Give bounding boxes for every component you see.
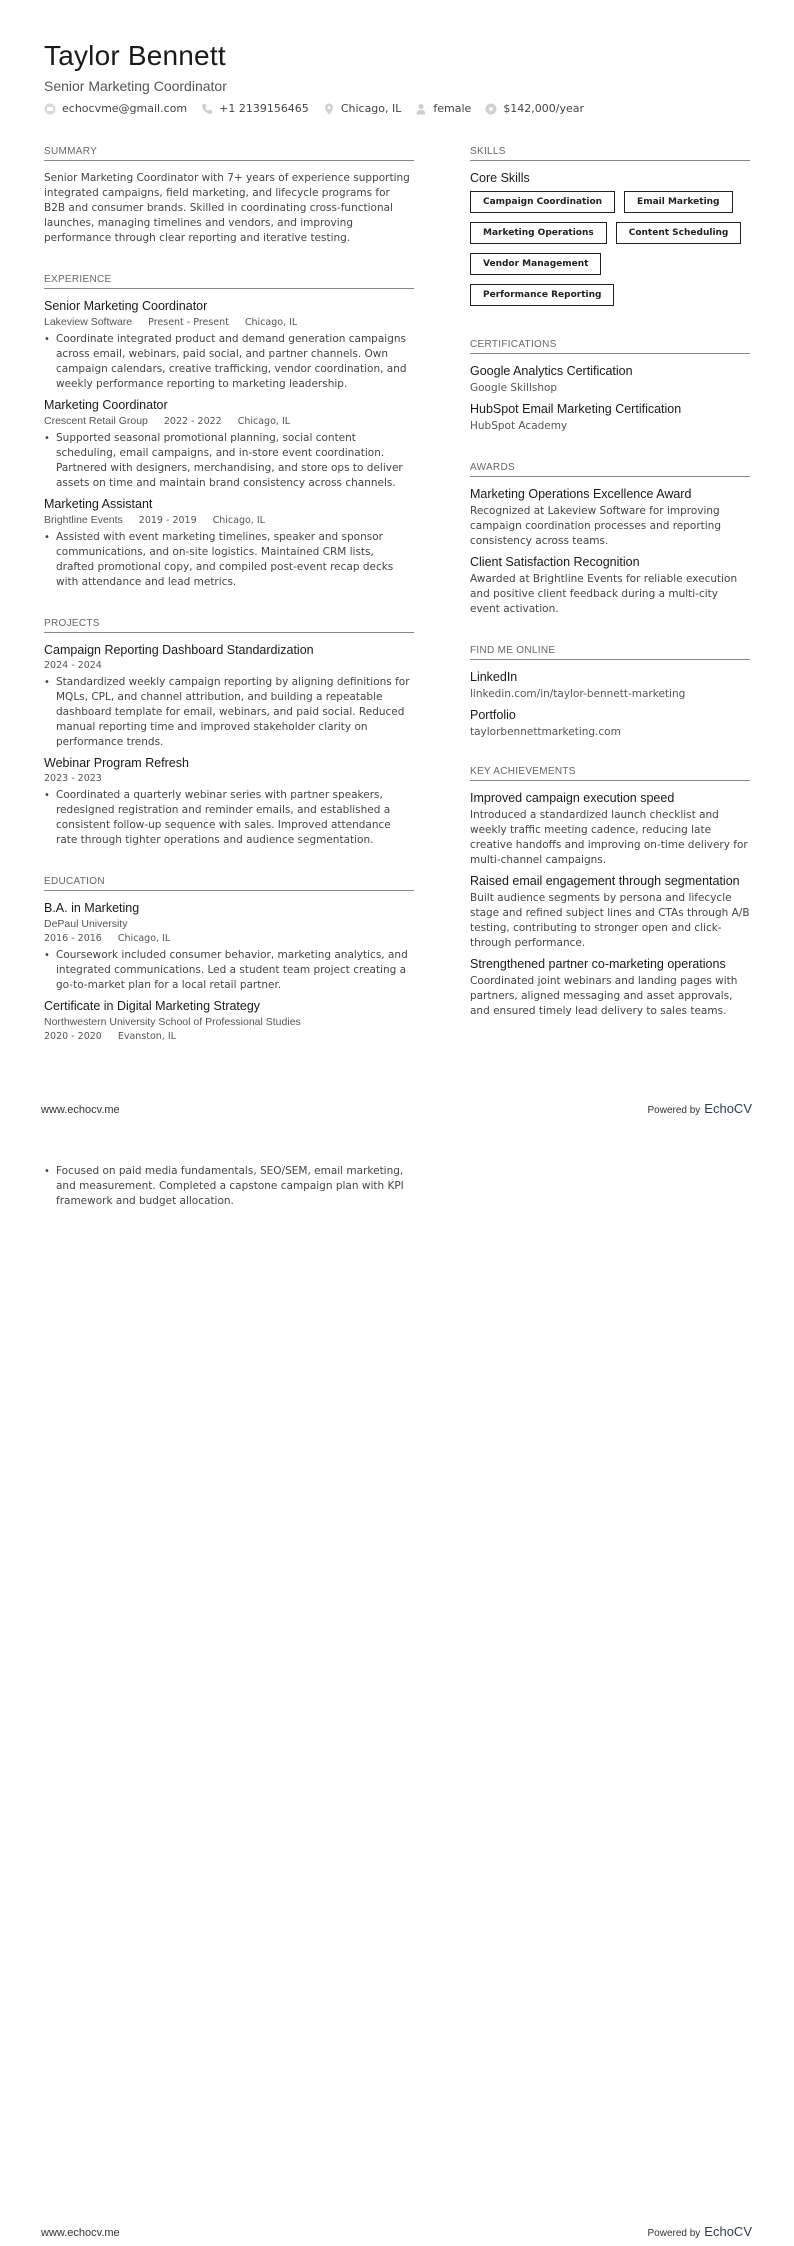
experience-item xyxy=(44,398,414,491)
achievement-desc: Introduced a standardized launch checklist and weekly traffic meeting cadence, reducing late creative handoffs and improving on-time delivery for multi-channel campaigns. xyxy=(470,809,748,866)
project-dates: 2023 - 2023 xyxy=(44,773,102,784)
experience-heading: EXPERIENCE xyxy=(44,274,414,289)
powered-by-text: Powered by xyxy=(647,1105,701,1116)
linkedin-link[interactable]: linkedin.com/in/taylor-bennett-marketing xyxy=(470,688,686,700)
job-company: Brightline Events xyxy=(44,514,123,526)
education-dates: 2016 - 2016 xyxy=(44,933,102,944)
certification-issuer: Google Skillshop xyxy=(470,382,558,394)
skill-tag: Vendor Management xyxy=(470,253,601,275)
school-name: Northwestern University School of Professional Studies xyxy=(44,1016,301,1028)
job-bullet xyxy=(44,530,414,590)
experience-section xyxy=(44,274,414,590)
school-name-row xyxy=(44,1016,414,1028)
job-meta xyxy=(44,316,414,328)
skills-section xyxy=(470,146,750,315)
salary-icon xyxy=(485,103,497,115)
award-name: Client Satisfaction Recognition xyxy=(470,555,640,569)
email-icon xyxy=(44,103,56,115)
awards-heading: AWARDS xyxy=(470,462,750,477)
education-meta xyxy=(44,933,414,944)
left-column xyxy=(44,146,414,1046)
contact-gender xyxy=(415,102,471,115)
contact-salary-text: $142,000/year xyxy=(503,102,585,115)
education-item xyxy=(44,901,414,993)
certification-item xyxy=(470,364,750,394)
education-item xyxy=(44,999,414,1042)
powered-by-text: Powered by xyxy=(647,2228,701,2239)
job-bullet-text: Supported seasonal promotional planning, social content scheduling, email campaigns, and in-store event coordination. Partnered with designers, merchandising, and store ops to deliver assets on time and maintain brand consistency across channels. xyxy=(56,432,403,489)
certification-name: Google Analytics Certification xyxy=(470,364,633,378)
job-title: Marketing Coordinator xyxy=(44,398,168,412)
project-item xyxy=(44,756,414,848)
skill-tag: Marketing Operations xyxy=(470,222,607,244)
achievement-item xyxy=(470,791,750,868)
phone-icon xyxy=(201,103,213,115)
contact-location-text: Chicago, IL xyxy=(340,102,402,115)
achievement-title: Strengthened partner co-marketing operations xyxy=(470,957,726,971)
achievement-title: Improved campaign execution speed xyxy=(470,791,675,805)
footer-powered-by xyxy=(647,2224,752,2239)
contact-email[interactable] xyxy=(44,102,187,115)
job-title: Senior Marketing Coordinator xyxy=(44,299,208,313)
contact-location xyxy=(323,102,402,115)
certification-item xyxy=(470,402,750,432)
award-desc: Awarded at Brightline Events for reliable execution and positive client feedback during a multi-city event activation. xyxy=(470,573,738,615)
skill-tag: Campaign Coordination xyxy=(470,191,615,213)
bullet-dot-icon: • xyxy=(44,1166,50,1177)
school-name-row xyxy=(44,918,414,930)
job-bullet-text: Coordinate integrated product and demand generation campaigns across email, webinars, paid social, and partner channels. Own campaign calendars, creative trafficking, vendor coordination, and weekly performance reporting to marketing leadership. xyxy=(56,333,407,390)
summary-heading: SUMMARY xyxy=(44,146,414,161)
echocv-brand-logo[interactable]: EchoCV xyxy=(704,2224,752,2239)
contact-phone[interactable] xyxy=(201,102,309,115)
skill-tag: Performance Reporting xyxy=(470,284,614,306)
education-dates: 2020 - 2020 xyxy=(44,1031,102,1042)
footer-website-link[interactable]: www.echocv.me xyxy=(41,1104,120,1116)
bullet-dot-icon: • xyxy=(44,950,50,961)
person-icon xyxy=(415,103,427,115)
job-bullet xyxy=(44,332,414,392)
experience-item xyxy=(44,497,414,590)
achievement-title: Raised email engagement through segmentation xyxy=(470,874,740,888)
projects-section xyxy=(44,618,414,848)
job-company: Crescent Retail Group xyxy=(44,415,148,427)
achievement-item xyxy=(470,874,750,951)
education-bullet-text: Focused on paid media fundamentals, SEO/SEM, email marketing, and measurement. Completed a capstone campaign plan with KPI framework and budget allocation. xyxy=(56,1165,404,1207)
job-dates: 2019 - 2019 xyxy=(138,514,197,526)
find-me-section xyxy=(470,645,750,738)
education-bullet xyxy=(44,948,414,993)
education-meta xyxy=(44,1031,414,1042)
bullet-dot-icon: • xyxy=(44,790,50,801)
certification-issuer: HubSpot Academy xyxy=(470,420,568,432)
link-item xyxy=(470,708,750,738)
certification-name: HubSpot Email Marketing Certification xyxy=(470,402,682,416)
find-me-heading: FIND ME ONLINE xyxy=(470,645,750,660)
link-label: LinkedIn xyxy=(470,670,518,684)
projects-heading: PROJECTS xyxy=(44,618,414,633)
award-item xyxy=(470,555,750,617)
project-dates: 2024 - 2024 xyxy=(44,660,102,671)
achievement-desc: Coordinated joint webinars and landing pages with partners, aligned messaging and asset approvals, and ensured timely lead delivery to sales teams. xyxy=(470,975,738,1017)
contact-email-text: echocvme@gmail.com xyxy=(62,102,188,115)
contact-gender-text: female xyxy=(433,102,472,115)
job-bullet xyxy=(44,431,414,491)
awards-section xyxy=(470,462,750,617)
link-item xyxy=(470,670,750,700)
job-company: Lakeview Software xyxy=(44,316,133,328)
bullet-dot-icon: • xyxy=(44,334,50,345)
achievement-item xyxy=(470,957,750,1019)
skills-subheading: Core Skills xyxy=(470,171,530,185)
award-desc: Recognized at Lakeview Software for improving campaign coordination processes and reporting consistency across teams. xyxy=(470,505,722,547)
skill-tag: Content Scheduling xyxy=(616,222,742,244)
project-bullet-text: Coordinated a quarterly webinar series with partner speakers, redesigned registration and reminder emails, and established a consistent follow-up sequence with sales. Improved attendance rate through tighter operations and audience segmentation. xyxy=(56,789,391,846)
contact-phone-text: +1 2139156465 xyxy=(219,102,309,115)
job-location: Chicago, IL xyxy=(212,514,265,526)
bullet-dot-icon: • xyxy=(44,677,50,688)
bullet-dot-icon: • xyxy=(44,532,50,543)
project-meta xyxy=(44,660,414,671)
education-location: Evanston, IL xyxy=(117,1031,176,1042)
project-bullet xyxy=(44,675,414,750)
skill-tags xyxy=(470,191,760,315)
job-meta xyxy=(44,415,414,427)
right-column xyxy=(470,146,750,1019)
job-dates: 2022 - 2022 xyxy=(163,415,222,427)
project-item xyxy=(44,643,414,750)
certifications-section xyxy=(470,339,750,432)
project-title: Webinar Program Refresh xyxy=(44,756,189,770)
achievements-section xyxy=(470,766,750,1019)
education-heading: EDUCATION xyxy=(44,876,414,891)
contact-bar xyxy=(44,102,598,115)
echocv-brand-logo[interactable]: EchoCV xyxy=(704,1101,752,1116)
degree-title: B.A. in Marketing xyxy=(44,901,140,915)
portfolio-link[interactable]: taylorbennettmarketing.com xyxy=(470,726,621,738)
education-bullet-text: Coursework included consumer behavior, marketing analytics, and integrated communications. Led a student team project creating a go-to-market plan for a local retail partner. xyxy=(56,949,408,991)
achievement-desc: Built audience segments by persona and lifecycle stage and refined subject lines and CTAs through A/B testing, contributing to stronger open and click-through performance. xyxy=(470,892,750,949)
award-name: Marketing Operations Excellence Award xyxy=(470,487,692,501)
education-section xyxy=(44,876,414,1042)
certifications-heading: CERTIFICATIONS xyxy=(470,339,750,354)
experience-item xyxy=(44,299,414,392)
skills-heading: SKILLS xyxy=(470,146,750,161)
project-title: Campaign Reporting Dashboard Standardization xyxy=(44,643,314,657)
link-label: Portfolio xyxy=(470,708,516,722)
candidate-title: Senior Marketing Coordinator xyxy=(44,78,227,94)
footer-powered-by xyxy=(647,1101,752,1116)
summary-section xyxy=(44,146,414,246)
job-location: Chicago, IL xyxy=(244,316,298,328)
achievements-heading: KEY ACHIEVEMENTS xyxy=(470,766,750,781)
job-meta xyxy=(44,514,414,526)
project-bullet-text: Standardized weekly campaign reporting by aligning definitions for MQLs, CPL, and channel attribution, and building a repeatable dashboard template for email, webinars, and paid social. Reduced manual reporting time and improved stakeholder clarity on performance trends. xyxy=(56,676,410,748)
school-name: DePaul University xyxy=(44,918,128,930)
location-icon xyxy=(323,103,335,115)
degree-title: Certificate in Digital Marketing Strategy xyxy=(44,999,261,1013)
footer-website-link[interactable]: www.echocv.me xyxy=(41,2227,120,2239)
award-item xyxy=(470,487,750,549)
summary-text: Senior Marketing Coordinator with 7+ years of experience supporting integrated campaigns, field marketing, and lifecycle programs for B2B and consumer brands. Skilled in coordinating cross-functional launches, managing timelines and vendors, and improving performance through clear reporting and iterative testing. xyxy=(44,172,410,244)
bullet-dot-icon: • xyxy=(44,433,50,444)
education-location: Chicago, IL xyxy=(117,933,171,944)
project-meta xyxy=(44,773,414,784)
job-bullet-text: Assisted with event marketing timelines, speaker and sponsor communications, and on-site logistics. Maintained CRM lists, drafted promotional copy, and compiled post-event recap decks with attendance and lead metrics. xyxy=(56,531,394,588)
candidate-name: Taylor Bennett xyxy=(44,40,226,71)
job-title: Marketing Assistant xyxy=(44,497,153,511)
project-bullet xyxy=(44,788,414,848)
education-bullet-continued xyxy=(44,1164,414,1209)
job-dates: Present - Present xyxy=(148,316,229,328)
job-location: Chicago, IL xyxy=(237,415,291,427)
skill-tag: Email Marketing xyxy=(624,191,732,213)
contact-salary xyxy=(485,102,584,115)
